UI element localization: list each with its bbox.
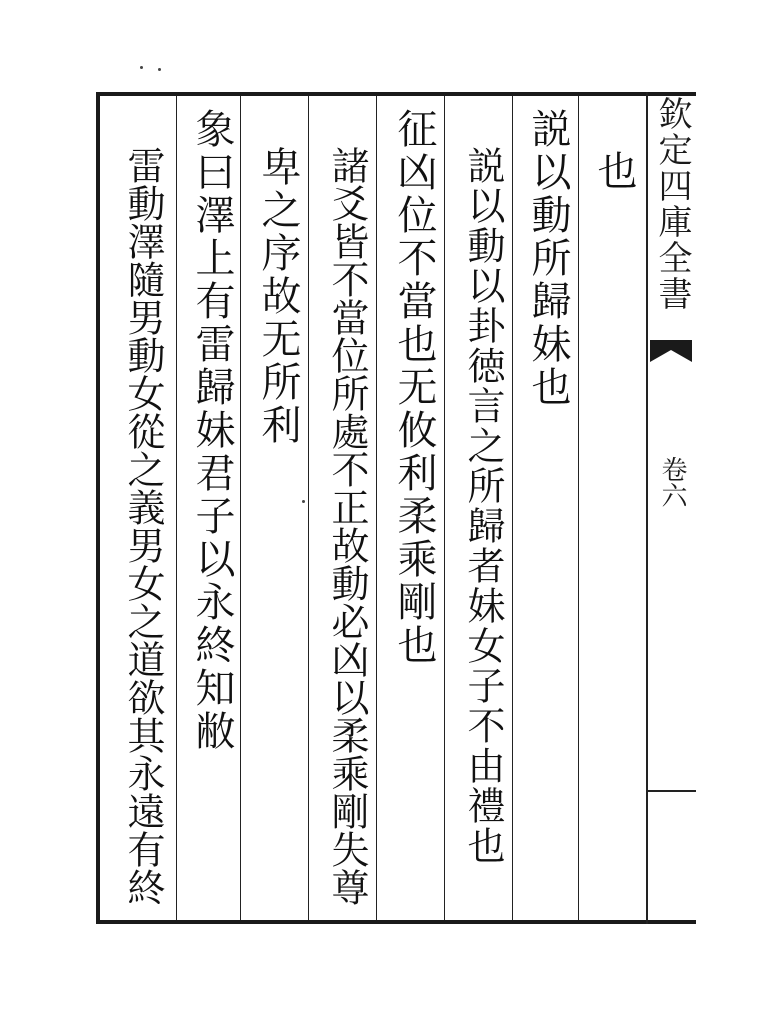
text-column-5: 諸爻皆不當位所處不正故動必凶以柔乘剛失尊 <box>325 146 369 906</box>
margin-divider <box>646 790 696 792</box>
text-column-8: 雷動澤隨男動女從之義男女之道欲其永遠有終 <box>121 146 165 906</box>
text-column-2: 説以動所歸妹也 <box>525 108 571 409</box>
margin-title: 欽定四庫全書 <box>652 96 692 312</box>
column-rule <box>578 96 579 920</box>
text-column-4: 征凶位不當也无攸利柔乘剛也 <box>391 108 437 667</box>
column-rule <box>308 96 309 920</box>
column-rule <box>512 96 513 920</box>
text-column-7: 象曰澤上有雷歸妹君子以永終知敝 <box>189 108 235 753</box>
column-rule <box>444 96 445 920</box>
text-column-1: 也 <box>591 150 637 193</box>
text-column-3: 説以動以卦徳言之所歸者妹女子不由禮也 <box>461 146 505 866</box>
dust-speck <box>158 68 161 71</box>
text-column-6: 卑之序故无所利 <box>255 146 301 447</box>
column-rule <box>176 96 177 920</box>
column-rule <box>240 96 241 920</box>
column-rule <box>376 96 377 920</box>
fishtail-mark-icon <box>648 338 694 364</box>
margin-juan-label: 卷六 <box>657 456 687 508</box>
dust-speck <box>140 66 143 69</box>
